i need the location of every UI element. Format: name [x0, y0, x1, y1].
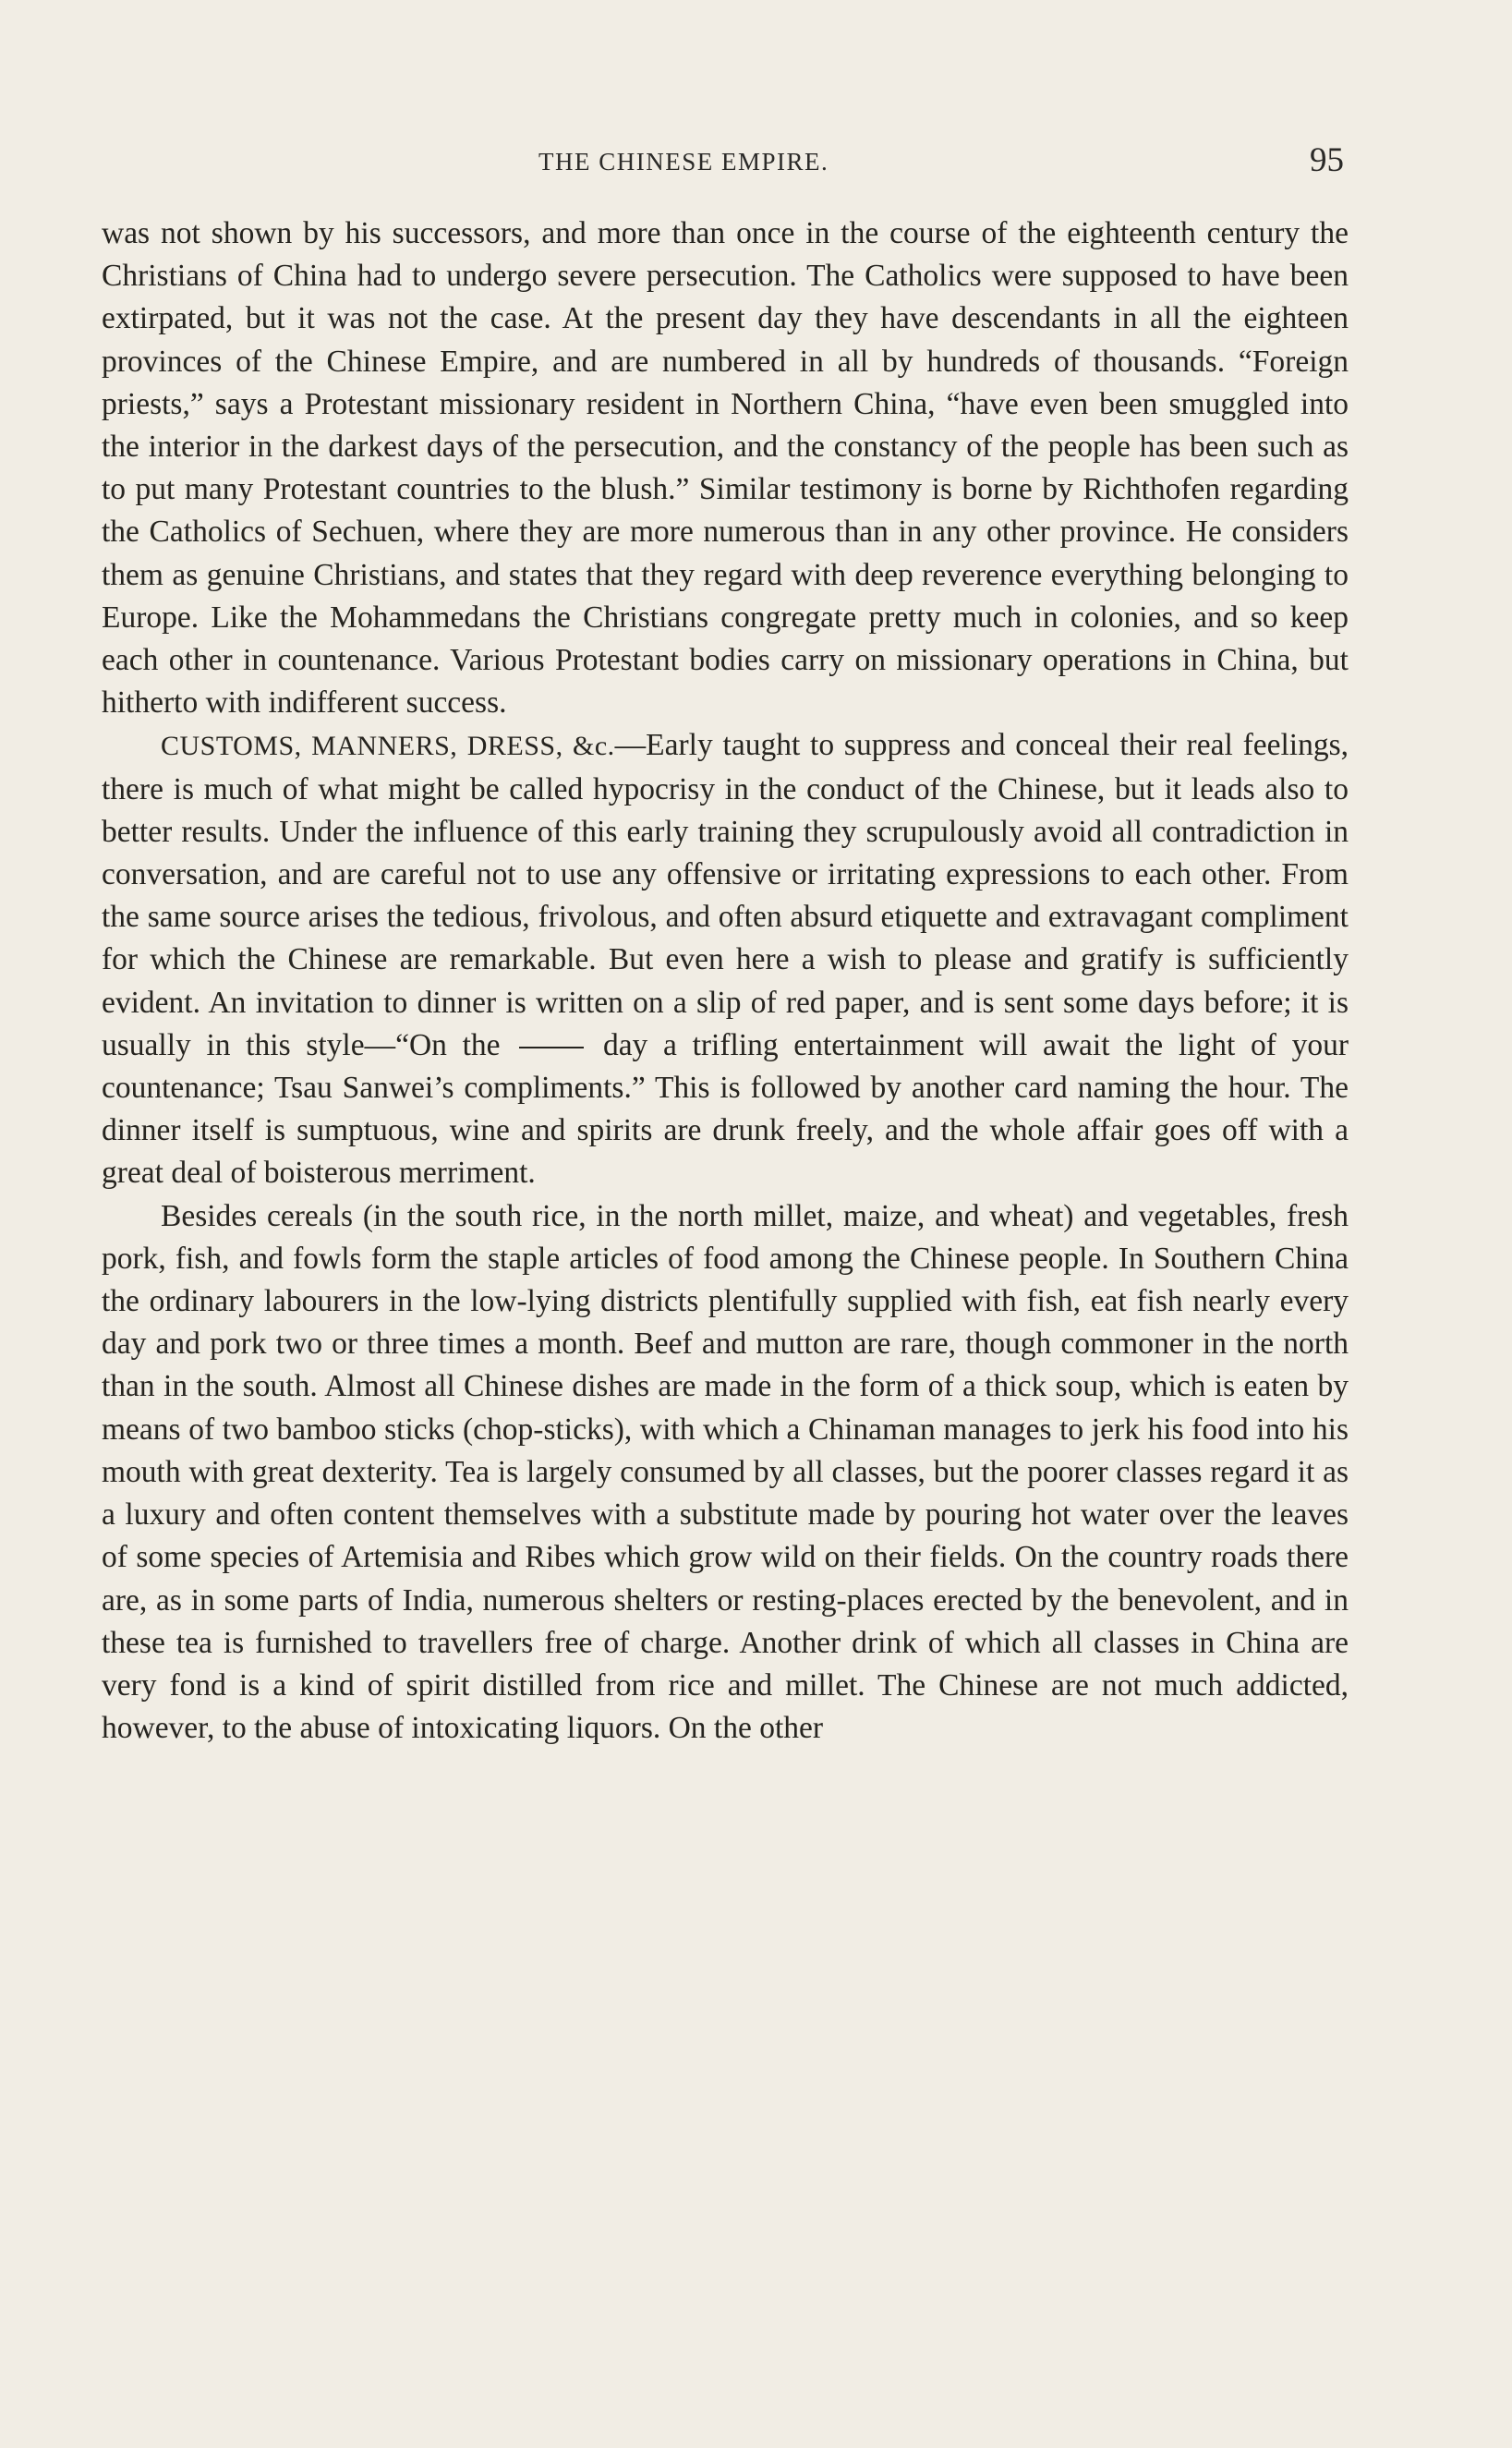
running-head: THE CHINESE EMPIRE.: [538, 148, 829, 176]
blank-rule: [519, 1047, 584, 1048]
page-number: 95: [1310, 141, 1344, 179]
paragraph-customs: [102, 724, 1349, 1194]
paragraph-food: Besides cereals (in the south rice, in the north millet, maize, and wheat) and vegetables, fresh pork, fish, and fowls form the staple articles of food among the Chinese people. In Southern China the ordinary labourers in the low-lying districts plentifully supplied with fish, eat fish nearly every day and pork two or three times a month. Beef and mutton are rare, though commoner in the north than in the south. Almost all Chinese dishes are made in the form of a thick soup, which is eaten by means of two bamboo sticks (chop-sticks), with which a Chinaman manages to jerk his food into his mouth with great dexterity. Tea is largely consumed by all classes, but the poorer classes regard it as a luxury and often content themselves with a substitute made by pouring hot water over the leaves of some species of Artemisia and Ribes which grow wild on their fields. On the country roads there are, as in some parts of India, numerous shelters or resting-places erected by the benevolent, and in these tea is furnished to travellers free of charge. Another drink of which all classes in China are very fond is a kind of spirit distilled from rice and millet. The Chinese are not much addicted, however, to the abuse of intoxicating liquors. On the other: [102, 1198, 1349, 1746]
section-heading: CUSTOMS, MANNERS, DRESS, &c.: [161, 731, 615, 762]
body-text: [102, 212, 1349, 1750]
paragraph-customs-part-2: day a trifling entertainment will await the light of your countenance; Tsau Sanwei’s compliments.” This is followed by another card naming the hour. The dinner itself is sumptuous, wine and spirits are drunk freely, and the whole affair goes off with a great deal of boisterous merriment.: [102, 1027, 1349, 1191]
paragraph-continued: was not shown by his successors, and more than once in the course of the eighteenth century the Christians of China had to undergo severe persecution. The Catholics were supposed to have been extirpated, but it was not the case. At the present day they have descendants in all the eighteen provinces of the Chinese Empire, and are numbered in all by hundreds of thousands. “Foreign priests,” says a Protestant missionary resident in Northern China, “have even been smuggled into the interior in the darkest days of the persecution, and the constancy of the people has been such as to put many Protestant countries to the blush.” Similar testimony is borne by Richthofen regarding the Catholics of Sechuen, where they are more numerous than in any other province. He considers them as genuine Christians, and states that they regard with deep reverence everything belonging to Europe. Like the Mohammedans the Christians congregate pretty much in colonies, and so keep each other in countenance. Various Protestant bodies carry on missionary operations in China, but hitherto with indifferent success.: [102, 216, 1349, 721]
paragraph-customs-part-1: —Early taught to suppress and conceal their real feelings, there is much of what might be called hypocrisy in the conduct of the Chinese, but it leads also to better results. Under the influence of this early training they scrupulously avoid all contradiction in conversation, and are careful not to use any offensive or irritating expressions to each other. From the same source arises the tedious, frivolous, and often absurd etiquette and extravagant compliment for which the Chinese are remarkable. But even here a wish to please and gratify is sufficiently evident. An invitation to dinner is written on a slip of red paper, and is sent some days before; it is usually in this style—“On the: [102, 728, 1349, 1062]
